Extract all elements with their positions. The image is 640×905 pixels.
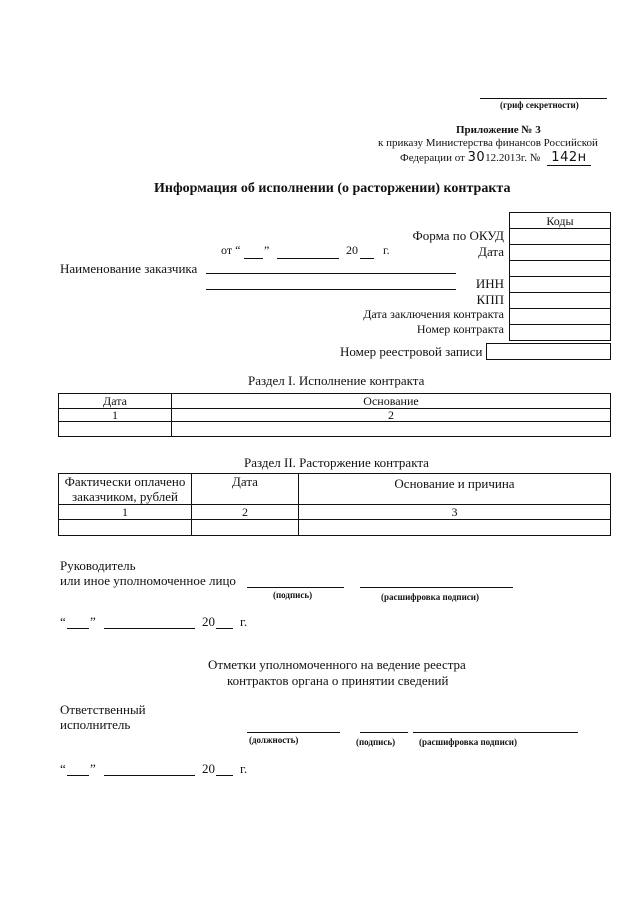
- date-year-blank[interactable]: [360, 258, 374, 259]
- section2-data-date[interactable]: [192, 520, 299, 536]
- section2-data-reason[interactable]: [299, 520, 611, 536]
- contract-date-label: Дата заключения контракта: [363, 307, 504, 321]
- order-date-prefix: Федерации от: [400, 152, 465, 164]
- date-year-prefix: 20: [346, 243, 358, 257]
- executor-decoding-caption: (расшифровка подписи): [419, 737, 517, 747]
- section1-num-2: 2: [172, 409, 611, 422]
- contract-number-label: Номер контракта: [416, 322, 504, 336]
- head-date-month-line[interactable]: [104, 628, 195, 629]
- appendix-title: Приложение № 3: [456, 124, 541, 136]
- codes-header: Коды: [510, 213, 611, 229]
- section1-table: [58, 393, 611, 437]
- section2-col-paid: [59, 474, 192, 505]
- date-label: Дата: [478, 244, 504, 259]
- customer-name-line-1[interactable]: [206, 273, 456, 274]
- head-date-open: “: [60, 614, 66, 629]
- head-signature-caption: (подпись): [273, 590, 313, 600]
- executor-label-1: Ответственный: [60, 702, 146, 717]
- date-ot: от “: [221, 243, 241, 257]
- date-quote-close: ”: [264, 243, 270, 257]
- section1-num-1: 1: [59, 409, 172, 422]
- exec-date-month-line[interactable]: [104, 775, 195, 776]
- document-title: Информация об исполнении (о расторжении) контракта: [154, 181, 511, 196]
- order-number: 142н: [547, 150, 591, 166]
- registry-number-box[interactable]: [486, 343, 611, 360]
- exec-date-year-prefix: 20: [202, 761, 215, 776]
- kpp-label: КПП: [476, 292, 504, 307]
- registry-marks-line-1: Отметки уполномоченного на ведение реестра: [208, 657, 466, 672]
- date-month-blank[interactable]: [277, 258, 339, 259]
- registry-label: Номер реестровой записи: [340, 344, 483, 359]
- section2-num-1: 1: [59, 505, 192, 520]
- section1-col-basis: Основание: [172, 394, 611, 409]
- executor-signature-line[interactable]: [360, 732, 408, 733]
- executor-label-2: исполнитель: [60, 717, 131, 732]
- head-date-year-suffix: г.: [240, 614, 248, 629]
- section2-col-date: Дата: [192, 474, 299, 505]
- head-date-year-prefix: 20: [202, 614, 215, 629]
- section2-col-paid-line2: заказчиком, рублей: [72, 489, 178, 504]
- exec-date-day-line[interactable]: [67, 775, 89, 776]
- code-inn-cell[interactable]: [510, 277, 611, 293]
- exec-date-year-line[interactable]: [216, 775, 233, 776]
- registry-marks-line-2: контрактов органа о принятии сведений: [227, 673, 449, 688]
- executor-decoding-line[interactable]: [413, 732, 578, 733]
- secrecy-line: [480, 98, 607, 99]
- code-blank-cell[interactable]: [510, 261, 611, 277]
- section1-data-date[interactable]: [59, 422, 172, 437]
- code-date-cell[interactable]: [510, 245, 611, 261]
- code-kpp-cell[interactable]: [510, 293, 611, 309]
- section2-num-3: 3: [299, 505, 611, 520]
- section2-title: Раздел II. Расторжение контракта: [244, 455, 429, 470]
- code-okud-cell[interactable]: [510, 229, 611, 245]
- section1-col-date: Дата: [59, 394, 172, 409]
- inn-label: ИНН: [475, 276, 504, 291]
- order-line-1: к приказу Министерства финансов Российской: [378, 137, 598, 149]
- section1-title: Раздел I. Исполнение контракта: [248, 373, 425, 388]
- section2-table: [58, 473, 611, 536]
- head-date-day-line[interactable]: [67, 628, 89, 629]
- head-signature-line[interactable]: [247, 587, 344, 588]
- order-date-day: 30: [467, 150, 486, 165]
- section2-col-reason: Основание и причина: [299, 474, 611, 505]
- date-year-suffix: г.: [383, 243, 390, 257]
- order-line-2: [400, 150, 591, 166]
- secrecy-label: (гриф секретности): [500, 100, 579, 110]
- exec-date-year-suffix: г.: [240, 761, 248, 776]
- customer-label: Наименование заказчика: [60, 261, 198, 276]
- head-label-1: Руководитель: [60, 558, 136, 573]
- head-decoding-line[interactable]: [360, 587, 513, 588]
- head-decoding-caption: (расшифровка подписи): [381, 592, 479, 602]
- exec-date-open: “: [60, 761, 66, 776]
- code-contract-date-cell[interactable]: [510, 309, 611, 325]
- head-date-year-line[interactable]: [216, 628, 233, 629]
- codes-table: [509, 212, 611, 341]
- customer-name-line-2[interactable]: [206, 289, 456, 290]
- head-date-close: ”: [90, 614, 96, 629]
- okud-label: Форма по ОКУД: [412, 228, 504, 243]
- executor-position-caption: (должность): [249, 735, 299, 745]
- section2-col-paid-line1: Фактически оплачено: [64, 474, 186, 489]
- exec-date-close: ”: [90, 761, 96, 776]
- section1-data-basis[interactable]: [172, 422, 611, 437]
- code-contract-number-cell[interactable]: [510, 325, 611, 341]
- executor-signature-caption: (подпись): [356, 737, 396, 747]
- date-day-blank[interactable]: [244, 258, 263, 259]
- executor-position-line[interactable]: [247, 732, 340, 733]
- order-date-rest: 12.2013г. №: [485, 152, 541, 164]
- head-label-2: или иное уполномоченное лицо: [60, 573, 236, 588]
- section2-data-paid[interactable]: [59, 520, 192, 536]
- section2-num-2: 2: [192, 505, 299, 520]
